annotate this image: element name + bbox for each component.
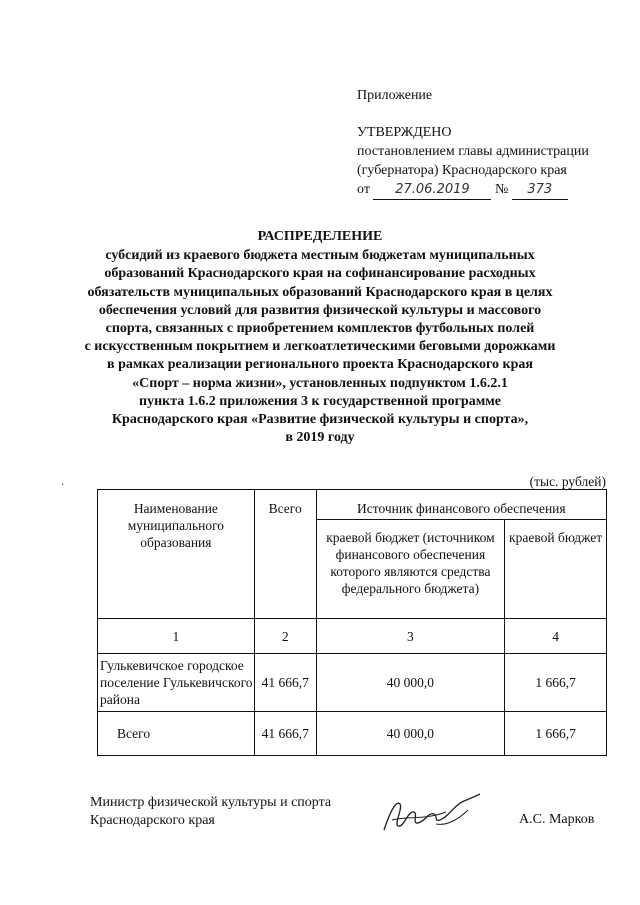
col-number-2: 2 xyxy=(254,619,316,654)
row-name: Гулькевичское городское поселение Гулькевичского района xyxy=(98,654,255,712)
approval-number: 373 xyxy=(512,180,568,200)
title-line: обеспечения условий для развития физической культуры и массового xyxy=(98,302,542,318)
document-title xyxy=(40,228,600,447)
position-line-1: Министр физической культуры и спорта xyxy=(90,795,332,810)
approval-date: 27.06.2019 xyxy=(373,180,491,200)
title-line: обязательств муниципальных образований Краснодарского края в целях xyxy=(87,284,553,300)
approval-line-1: постановлением главы администрации xyxy=(357,144,589,159)
header-source: Источник финансового обеспечения xyxy=(316,490,606,520)
title-line: Краснодарского края «Развитие физической культуры и спорта», xyxy=(111,412,529,428)
title-line: в рамках реализации регионального проекта Краснодарского края xyxy=(107,357,533,373)
total-fed-budget: 40 000,0 xyxy=(316,712,505,756)
header-regional-budget: краевой бюджет xyxy=(505,520,607,619)
total-label: Всего xyxy=(98,712,255,756)
title-line: в 2019 году xyxy=(285,430,355,446)
approved-label: УТВЕРЖДЕНО xyxy=(357,125,452,140)
approval-line-2: (губернатора) Краснодарского края xyxy=(357,163,567,178)
title-line: «Спорт – норма жизни», установленных подпунктом 1.6.2.1 xyxy=(132,375,508,391)
signatory-position xyxy=(90,794,331,830)
col-number-3: 3 xyxy=(316,619,505,654)
approval-block xyxy=(357,86,589,200)
number-label: № xyxy=(494,182,509,197)
header-fed-budget: краевой бюджет (источником финансового обеспечения которого являются средства федерального бюджета) xyxy=(316,520,505,619)
units-label: (тыс. рублей) xyxy=(529,474,606,489)
title-heading: РАСПРЕДЕЛЕНИЕ xyxy=(257,229,383,244)
distribution-table xyxy=(97,489,607,756)
handwritten-signature xyxy=(376,790,496,840)
title-line: с искусственным покрытием и легкоатлетическими беговыми дорожками xyxy=(84,339,556,355)
appendix-label: Приложение xyxy=(357,88,433,103)
total-regional-budget: 1 666,7 xyxy=(505,712,607,756)
approval-date-line xyxy=(357,180,589,200)
total-row xyxy=(98,712,607,756)
from-label: от xyxy=(357,182,370,197)
col-number-1: 1 xyxy=(98,619,255,654)
scan-mark: · xyxy=(61,480,65,491)
total-sum: 41 666,7 xyxy=(254,712,316,756)
signatory-name: А.С. Марков xyxy=(519,812,595,827)
title-line: субсидий из краевого бюджета местным бюджетам муниципальных xyxy=(105,248,535,264)
row-total: 41 666,7 xyxy=(254,654,316,712)
title-line: спорта, связанных с приобретением комплектов футбольных полей xyxy=(105,321,535,337)
col-number-4: 4 xyxy=(505,619,607,654)
title-line: образований Краснодарского края на софинансирование расходных xyxy=(104,266,536,282)
header-name: Наименование муниципального образования xyxy=(98,490,255,619)
header-total: Всего xyxy=(254,490,316,619)
row-regional-budget: 1 666,7 xyxy=(505,654,607,712)
row-fed-budget: 40 000,0 xyxy=(316,654,505,712)
table-row xyxy=(98,654,607,712)
title-line: пункта 1.6.2 приложения 3 к государственной программе xyxy=(139,393,501,409)
position-line-2: Краснодарского края xyxy=(90,813,215,828)
